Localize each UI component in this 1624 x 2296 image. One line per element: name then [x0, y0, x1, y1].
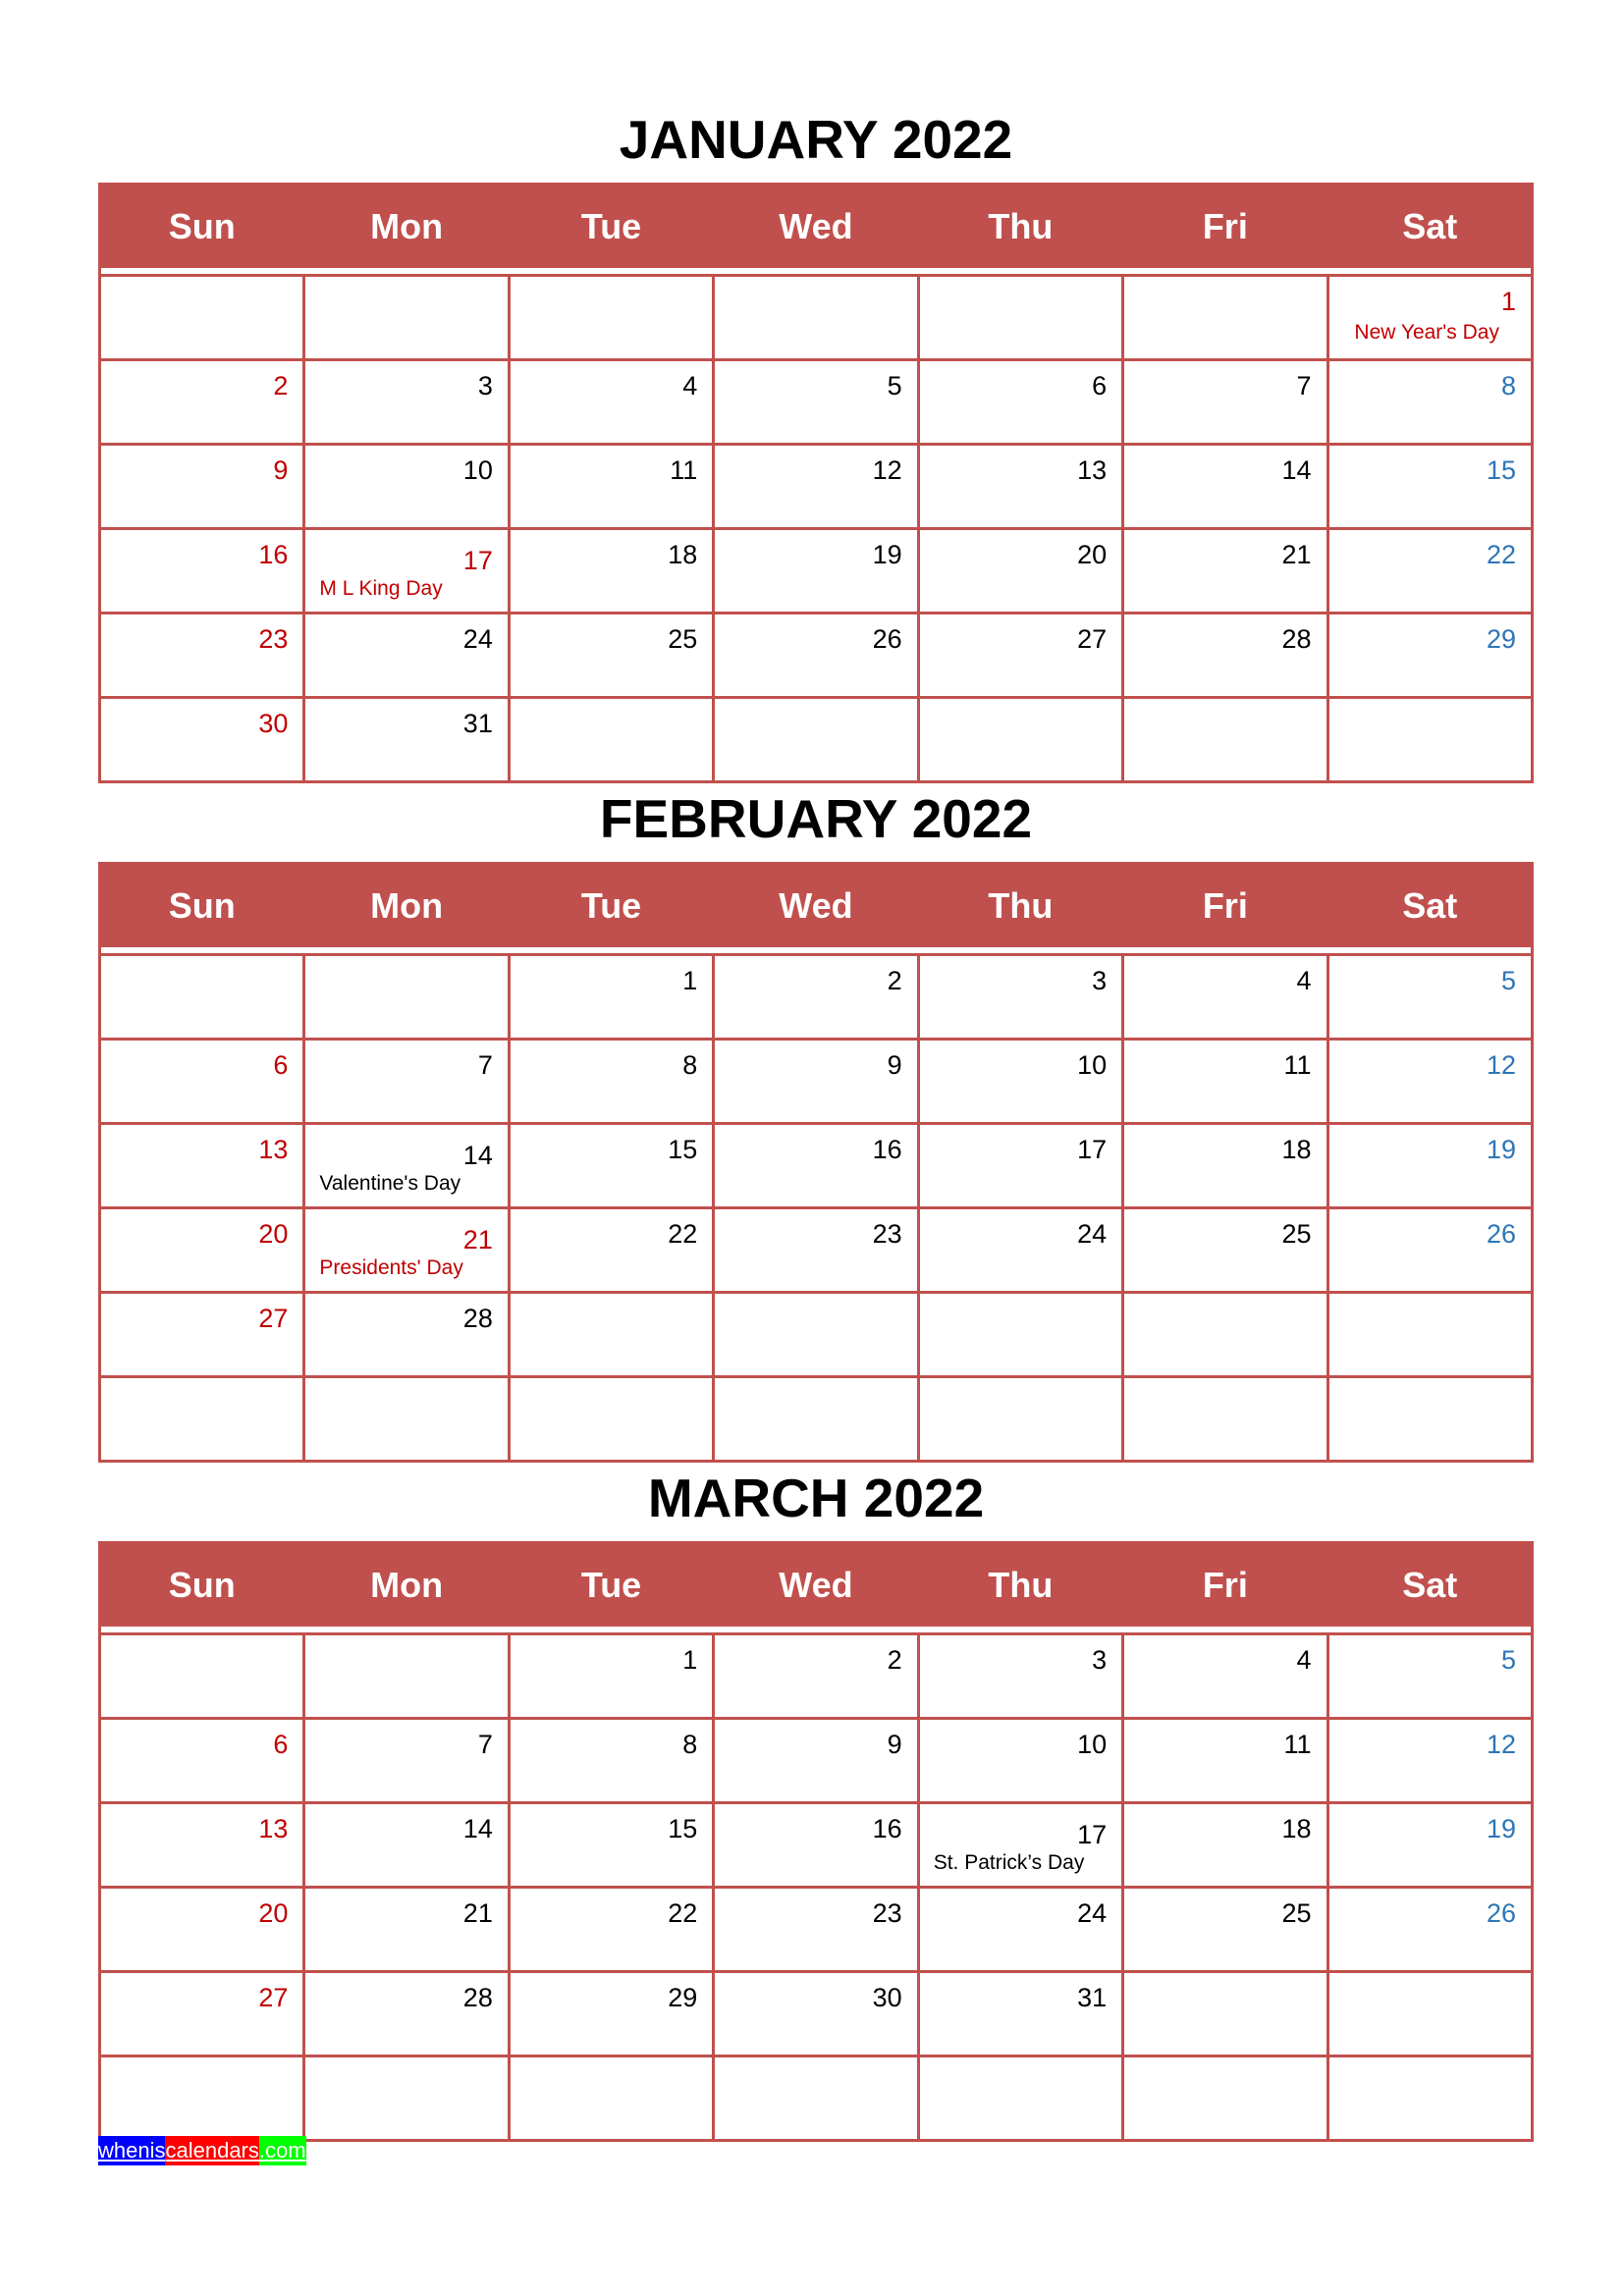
- day-number: 7: [1296, 371, 1312, 400]
- day-number: 9: [273, 455, 289, 485]
- day-cell: [100, 1124, 304, 1208]
- empty-day-cell: [304, 276, 509, 360]
- day-cell: [714, 1719, 918, 1803]
- day-number: 3: [1092, 1645, 1108, 1675]
- day-cell: [1327, 445, 1532, 529]
- day-cell: [509, 1972, 713, 2056]
- day-cell: [1327, 1040, 1532, 1124]
- day-number: 2: [887, 966, 902, 995]
- month-grid: [98, 1541, 1534, 2142]
- day-cell: [918, 1208, 1122, 1293]
- weekday-header-mon: Mon: [304, 1543, 509, 1628]
- weekday-header-tue: Tue: [509, 185, 713, 269]
- holiday-label: New Year's Day: [1354, 321, 1499, 344]
- day-cell: [100, 445, 304, 529]
- day-cell: [100, 1719, 304, 1803]
- day-cell: [1123, 1888, 1327, 1972]
- day-cell: [304, 614, 509, 698]
- day-cell: [714, 955, 918, 1040]
- day-number: 22: [1486, 540, 1516, 569]
- header-separator: [100, 268, 1533, 276]
- day-cell: [304, 1293, 509, 1377]
- day-number: 15: [668, 1135, 698, 1164]
- empty-day-cell: [918, 2056, 1122, 2141]
- day-number: 11: [670, 455, 698, 485]
- day-number: 20: [1077, 540, 1108, 569]
- day-cell: [509, 360, 713, 445]
- day-number: 3: [1092, 966, 1108, 995]
- day-number: 2: [887, 1645, 902, 1675]
- day-cell: [918, 1634, 1122, 1719]
- empty-day-cell: [714, 1293, 918, 1377]
- day-cell: [304, 529, 509, 614]
- day-cell: [1327, 614, 1532, 698]
- empty-day-cell: [1123, 1377, 1327, 1462]
- day-number: 27: [258, 1304, 289, 1333]
- source-credit-link[interactable]: [98, 2136, 306, 2165]
- day-cell: [1123, 360, 1327, 445]
- separator-cell: [100, 947, 1533, 955]
- week-row: [100, 1634, 1533, 1719]
- empty-day-cell: [509, 1293, 713, 1377]
- day-number: 21: [462, 1898, 493, 1928]
- day-number: 16: [872, 1814, 902, 1843]
- week-row: [100, 1293, 1533, 1377]
- week-row: [100, 1719, 1533, 1803]
- day-cell: [1327, 529, 1532, 614]
- day-cell: [1327, 276, 1532, 360]
- day-number: 2: [273, 371, 289, 400]
- day-number: 18: [1281, 1814, 1312, 1843]
- day-cell: [1327, 1888, 1532, 1972]
- weekday-header-fri: Fri: [1123, 864, 1327, 948]
- day-number: 23: [258, 624, 289, 654]
- day-number: 15: [1486, 455, 1516, 485]
- empty-day-cell: [1327, 698, 1532, 782]
- day-cell: [918, 360, 1122, 445]
- day-cell: [918, 1124, 1122, 1208]
- day-number: 25: [668, 624, 698, 654]
- credit-part-whenis: whenis: [98, 2136, 165, 2165]
- day-number: 18: [668, 540, 698, 569]
- weekday-header-thu: Thu: [918, 1543, 1122, 1628]
- weekday-header-thu: Thu: [918, 864, 1122, 948]
- day-cell: [509, 955, 713, 1040]
- day-cell: [918, 614, 1122, 698]
- empty-day-cell: [1327, 1377, 1532, 1462]
- empty-day-cell: [509, 2056, 713, 2141]
- day-cell: [509, 445, 713, 529]
- day-number: 29: [1486, 624, 1516, 654]
- separator-cell: [100, 1627, 1533, 1634]
- day-number: 9: [887, 1730, 902, 1759]
- day-number: 16: [258, 540, 289, 569]
- day-cell: [100, 1040, 304, 1124]
- day-number: 22: [668, 1898, 698, 1928]
- week-row: [100, 955, 1533, 1040]
- day-number: 17: [1077, 1135, 1108, 1164]
- day-cell: [1327, 1634, 1532, 1719]
- weekday-header-wed: Wed: [714, 185, 918, 269]
- day-number: 28: [1281, 624, 1312, 654]
- day-number: 15: [668, 1814, 698, 1843]
- day-cell: [100, 1208, 304, 1293]
- day-cell: [1327, 1803, 1532, 1888]
- day-cell: [509, 1124, 713, 1208]
- day-number: 11: [1283, 1730, 1312, 1759]
- day-number: 4: [1296, 1645, 1312, 1675]
- day-cell: [1327, 1208, 1532, 1293]
- day-number: 10: [462, 455, 493, 485]
- empty-day-cell: [1123, 2056, 1327, 2141]
- week-row: [100, 360, 1533, 445]
- day-cell: [714, 1040, 918, 1124]
- day-number: 26: [1486, 1898, 1516, 1928]
- day-cell: [304, 1719, 509, 1803]
- day-number: 4: [1296, 966, 1312, 995]
- month-grid: [98, 862, 1534, 1463]
- weekday-header-row: [100, 1543, 1533, 1628]
- day-cell: [918, 955, 1122, 1040]
- weekday-header-thu: Thu: [918, 185, 1122, 269]
- day-cell: [100, 614, 304, 698]
- day-cell: [100, 698, 304, 782]
- day-cell: [304, 1124, 509, 1208]
- day-number: 17: [1077, 1820, 1108, 1849]
- day-number: 23: [872, 1898, 902, 1928]
- day-number: 14: [1281, 455, 1312, 485]
- day-number: 19: [1486, 1814, 1516, 1843]
- week-row: [100, 276, 1533, 360]
- month-grid: [98, 183, 1534, 783]
- empty-day-cell: [918, 1293, 1122, 1377]
- day-number: 18: [1281, 1135, 1312, 1164]
- weekday-header-row: [100, 185, 1533, 269]
- day-number: 13: [258, 1135, 289, 1164]
- empty-day-cell: [1327, 1972, 1532, 2056]
- header-separator: [100, 947, 1533, 955]
- day-number: 11: [1283, 1050, 1312, 1080]
- day-cell: [714, 360, 918, 445]
- day-number: 13: [258, 1814, 289, 1843]
- empty-day-cell: [509, 698, 713, 782]
- day-cell: [918, 1719, 1122, 1803]
- day-cell: [509, 1634, 713, 1719]
- day-cell: [1123, 1040, 1327, 1124]
- day-number: 5: [1500, 1645, 1516, 1675]
- credit-part-calendars: calendars: [165, 2136, 258, 2165]
- empty-day-cell: [304, 1377, 509, 1462]
- day-cell: [100, 360, 304, 445]
- day-cell: [509, 529, 713, 614]
- week-row: [100, 529, 1533, 614]
- day-cell: [1123, 955, 1327, 1040]
- day-cell: [1123, 1208, 1327, 1293]
- day-cell: [1123, 1719, 1327, 1803]
- day-cell: [1123, 1124, 1327, 1208]
- day-cell: [304, 1040, 509, 1124]
- day-cell: [509, 1719, 713, 1803]
- day-cell: [714, 445, 918, 529]
- day-number: 24: [1077, 1898, 1108, 1928]
- empty-day-cell: [714, 2056, 918, 2141]
- empty-day-cell: [100, 1377, 304, 1462]
- day-number: 14: [462, 1814, 493, 1843]
- day-number: 20: [258, 1219, 289, 1249]
- day-number: 6: [1092, 371, 1108, 400]
- day-cell: [509, 1803, 713, 1888]
- header-separator: [100, 1627, 1533, 1634]
- empty-day-cell: [918, 1377, 1122, 1462]
- week-row: [100, 1208, 1533, 1293]
- day-number: 12: [1486, 1050, 1516, 1080]
- day-cell: [100, 529, 304, 614]
- weekday-header-sun: Sun: [100, 1543, 304, 1628]
- day-cell: [1123, 445, 1327, 529]
- day-cell: [304, 1803, 509, 1888]
- empty-day-cell: [918, 276, 1122, 360]
- day-number: 27: [258, 1983, 289, 2012]
- holiday-label: M L King Day: [319, 577, 443, 600]
- empty-day-cell: [1327, 2056, 1532, 2141]
- empty-day-cell: [1327, 1293, 1532, 1377]
- day-number: 5: [1500, 966, 1516, 995]
- separator-cell: [100, 268, 1533, 276]
- week-row: [100, 1803, 1533, 1888]
- month-title: MARCH 2022: [647, 1468, 985, 1528]
- day-cell: [100, 1293, 304, 1377]
- day-number: 1: [682, 966, 698, 995]
- day-number: 28: [462, 1304, 493, 1333]
- day-number: 13: [1077, 455, 1108, 485]
- empty-day-cell: [304, 2056, 509, 2141]
- day-number: 1: [682, 1645, 698, 1675]
- day-number: 19: [1486, 1135, 1516, 1164]
- day-cell: [714, 1803, 918, 1888]
- day-cell: [509, 1208, 713, 1293]
- day-number: 25: [1281, 1898, 1312, 1928]
- empty-day-cell: [100, 2056, 304, 2141]
- week-row: [100, 1888, 1533, 1972]
- day-number: 24: [462, 624, 493, 654]
- day-cell: [100, 1888, 304, 1972]
- weekday-header-sun: Sun: [100, 185, 304, 269]
- day-number: 3: [477, 371, 493, 400]
- day-cell: [714, 614, 918, 698]
- weekday-header-tue: Tue: [509, 864, 713, 948]
- day-number: 9: [887, 1050, 902, 1080]
- day-number: 10: [1077, 1730, 1108, 1759]
- day-cell: [304, 698, 509, 782]
- weekday-header-row: [100, 864, 1533, 948]
- empty-day-cell: [304, 955, 509, 1040]
- day-number: 23: [872, 1219, 902, 1249]
- empty-day-cell: [304, 1634, 509, 1719]
- weekday-header-fri: Fri: [1123, 185, 1327, 269]
- holiday-label: Presidents' Day: [319, 1256, 463, 1279]
- day-number: 31: [462, 709, 493, 738]
- day-cell: [714, 529, 918, 614]
- week-row: [100, 1377, 1533, 1462]
- day-cell: [304, 360, 509, 445]
- day-cell: [1123, 614, 1327, 698]
- weekday-header-tue: Tue: [509, 1543, 713, 1628]
- day-cell: [304, 1208, 509, 1293]
- day-cell: [918, 1803, 1122, 1888]
- week-row: [100, 1972, 1533, 2056]
- weekday-header-sat: Sat: [1327, 864, 1532, 948]
- empty-day-cell: [714, 1377, 918, 1462]
- day-number: 6: [273, 1730, 289, 1759]
- day-cell: [1327, 1719, 1532, 1803]
- empty-day-cell: [509, 1377, 713, 1462]
- day-cell: [1327, 955, 1532, 1040]
- week-row: [100, 614, 1533, 698]
- weekday-header-sat: Sat: [1327, 1543, 1532, 1628]
- weekday-header-sun: Sun: [100, 864, 304, 948]
- day-number: 7: [477, 1050, 493, 1080]
- day-number: 12: [872, 455, 902, 485]
- day-cell: [1123, 1634, 1327, 1719]
- day-number: 12: [1486, 1730, 1516, 1759]
- day-cell: [304, 1888, 509, 1972]
- day-number: 8: [682, 1730, 698, 1759]
- weekday-header-mon: Mon: [304, 185, 509, 269]
- day-number: 17: [462, 546, 493, 575]
- day-number: 27: [1077, 624, 1108, 654]
- empty-day-cell: [509, 276, 713, 360]
- day-cell: [918, 1888, 1122, 1972]
- day-number: 16: [872, 1135, 902, 1164]
- empty-day-cell: [714, 276, 918, 360]
- empty-day-cell: [100, 276, 304, 360]
- day-number: 30: [258, 709, 289, 738]
- day-cell: [918, 1972, 1122, 2056]
- day-number: 21: [462, 1225, 493, 1255]
- day-cell: [509, 614, 713, 698]
- empty-day-cell: [918, 698, 1122, 782]
- month-title: FEBRUARY 2022: [599, 788, 1033, 849]
- day-cell: [918, 1040, 1122, 1124]
- day-number: 25: [1281, 1219, 1312, 1249]
- day-number: 4: [682, 371, 698, 400]
- week-row: [100, 2056, 1533, 2141]
- day-number: 24: [1077, 1219, 1108, 1249]
- weekday-header-wed: Wed: [714, 864, 918, 948]
- day-cell: [509, 1888, 713, 1972]
- day-cell: [918, 445, 1122, 529]
- day-cell: [918, 529, 1122, 614]
- day-number: 1: [1500, 287, 1516, 316]
- day-cell: [509, 1040, 713, 1124]
- day-number: 14: [462, 1141, 493, 1170]
- day-cell: [714, 1634, 918, 1719]
- day-number: 21: [1281, 540, 1312, 569]
- empty-day-cell: [1123, 1293, 1327, 1377]
- empty-day-cell: [1123, 276, 1327, 360]
- empty-day-cell: [714, 698, 918, 782]
- day-cell: [714, 1972, 918, 2056]
- day-number: 8: [682, 1050, 698, 1080]
- observance-label: Valentine's Day: [319, 1172, 461, 1195]
- day-cell: [304, 1972, 509, 2056]
- day-number: 7: [477, 1730, 493, 1759]
- weekday-header-fri: Fri: [1123, 1543, 1327, 1628]
- empty-day-cell: [1123, 1972, 1327, 2056]
- day-cell: [714, 1888, 918, 1972]
- weekday-header-sat: Sat: [1327, 185, 1532, 269]
- month-title: JANUARY 2022: [619, 109, 1013, 170]
- day-cell: [100, 1972, 304, 2056]
- empty-day-cell: [100, 955, 304, 1040]
- day-cell: [100, 1803, 304, 1888]
- empty-day-cell: [1123, 698, 1327, 782]
- day-number: 8: [1500, 371, 1516, 400]
- day-cell: [304, 445, 509, 529]
- week-row: [100, 1040, 1533, 1124]
- observance-label: St. Patrick’s Day: [933, 1851, 1085, 1874]
- day-cell: [1327, 1124, 1532, 1208]
- day-number: 28: [462, 1983, 493, 2012]
- day-number: 26: [872, 624, 902, 654]
- week-row: [100, 1124, 1533, 1208]
- day-number: 29: [668, 1983, 698, 2012]
- weekday-header-wed: Wed: [714, 1543, 918, 1628]
- week-row: [100, 445, 1533, 529]
- day-cell: [1123, 1803, 1327, 1888]
- day-number: 22: [668, 1219, 698, 1249]
- day-number: 30: [872, 1983, 902, 2012]
- day-number: 26: [1486, 1219, 1516, 1249]
- weekday-header-mon: Mon: [304, 864, 509, 948]
- day-cell: [714, 1208, 918, 1293]
- day-number: 31: [1077, 1983, 1108, 2012]
- credit-part-com: .com: [259, 2136, 306, 2165]
- empty-day-cell: [100, 1634, 304, 1719]
- day-number: 20: [258, 1898, 289, 1928]
- day-number: 10: [1077, 1050, 1108, 1080]
- day-number: 19: [872, 540, 902, 569]
- week-row: [100, 698, 1533, 782]
- day-number: 5: [887, 371, 902, 400]
- day-cell: [714, 1124, 918, 1208]
- day-cell: [1327, 360, 1532, 445]
- day-number: 6: [273, 1050, 289, 1080]
- day-cell: [1123, 529, 1327, 614]
